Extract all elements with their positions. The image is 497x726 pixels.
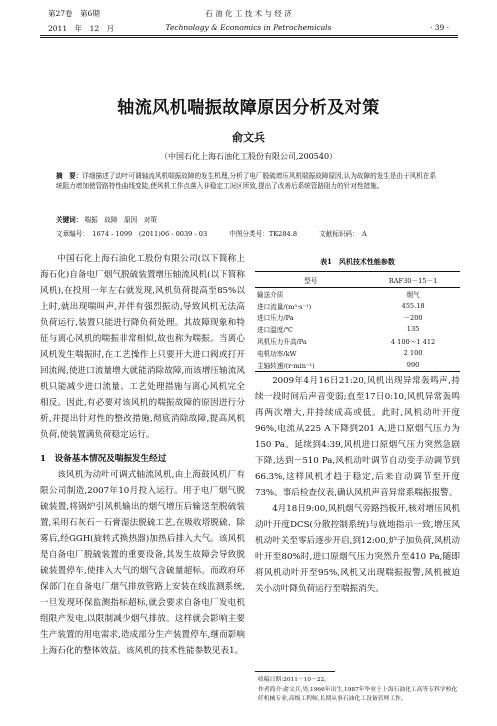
param-value: 135	[406, 325, 420, 334]
left-column	[40, 251, 245, 659]
incident-paragraph-1: 2009年4月16日21:20,风机出现异常轰鸣声,持续一段时间后声音变弱;直至17日0:10,风机异常轰鸣再两次增大,并持续成高或低。此时,风机动叶开度96%,电流从225 A下降到201 A,进口原烟气压力为150 Pa。延续到4:39,风机进口原烟气压力突然急剧下降,达到－510 Pa,风机动叶调节自动变手动调节到66.3%,这样风机才趋于稳定,后来自动调节至开度73%。事后检查仪表,确认风机声音异常系喘振报警。	[255, 376, 460, 498]
keywords-text: 喘振 故障 原因 对策	[84, 216, 158, 224]
param-value: 2 100	[403, 348, 423, 357]
abstract-label: 摘 要：	[56, 172, 83, 180]
param-name: 电机功率/kW	[257, 349, 297, 358]
table-header-value: RAF30－15－1	[366, 272, 460, 288]
received-date: 收稿日期:2011－10－22。	[258, 677, 331, 683]
table-row	[255, 323, 460, 335]
page-number: · 39 ·	[430, 23, 450, 32]
volume-issue: 第27卷 第6期	[48, 9, 100, 18]
param-value: 烟气	[406, 290, 420, 299]
clc-number: 中图分类号：TK284.8	[229, 230, 298, 238]
keywords-label: 关键词：	[56, 216, 83, 224]
article-metadata	[56, 228, 456, 238]
section-heading: 1 设备基本情况及喘振发生经过	[40, 454, 167, 464]
article-number: 文章编号： 1674 - 1099 (2011)06 - 0039 - 03	[56, 230, 208, 238]
journal-name-cn: 石 油 化 工 技 术 与 经 济	[205, 9, 292, 18]
article-author: 俞文兵	[232, 131, 265, 144]
issue-date: 2011 年 12 月	[48, 24, 115, 33]
table-row	[255, 300, 460, 312]
param-value: 990	[366, 359, 460, 371]
param-value: －200	[403, 314, 423, 323]
right-column	[255, 373, 460, 597]
incident-paragraph-2: 4月18日9:00,风机烟气旁路挡板开,核对增压风机动叶开度DCS(分散控制系统)与就地指示一致,增压风机动叶关至零后逐步开启,到12:00,炉子加负荷,风机动叶开至80%时,进口原烟气压力突然升至410 Pa,随即将风机动叶开至95%,风机又出现喘振报警,风机被迫关小动叶降负荷运行至喘振消失。	[255, 504, 460, 594]
table-caption: 表1 风机技术性能参数	[320, 257, 395, 266]
param-name: 进口温度/℃	[257, 326, 293, 335]
param-value: 455.18	[401, 301, 425, 310]
param-name: 进口流量/(m³·s⁻¹)	[257, 302, 312, 311]
header-rule	[40, 35, 458, 36]
abstract	[56, 171, 440, 192]
table-header-row	[255, 272, 460, 288]
table-row	[255, 335, 460, 347]
param-value: 4 100～1 412	[390, 338, 436, 347]
param-name: 进口压力/Pa	[257, 314, 294, 323]
keywords	[56, 214, 440, 224]
table-row	[255, 288, 460, 300]
param-name: 输送介质	[257, 290, 284, 299]
header-rule-thin	[40, 37, 458, 38]
table-header-type: 型号	[255, 272, 366, 288]
table-row	[255, 312, 460, 324]
section-paragraph: 该风机为动叶可调式轴流风机,由上海鼓风机厂有限公司制造,2007年10月投入运行。用于电厂烟气脱硫装置,将锅炉引风机输出的烟气增压后输送至脱硫装置,采用石灰石－石膏湿法脱硫工艺,在吸收塔脱硫、除雾后,经GGH(旋转式换热器)加热后排入大气。该风机是自备电厂脱硫装置的重要设备,其发生故障会导致脱硫装置停车,使排入大气的烟气含硫量超标。而政府环保部门在自备电厂烟气排放管路上安装在线监测系统,一旦发现环保监测指标超标,就会要求自备电厂发电机组限产发电,以限制减少烟气排放。这样就会影响主要生产装置的用电需求,造成部分生产装置停车,继而影响上海石化的整体效益。该风机的技术性能参数见表1。	[40, 470, 245, 656]
parameter-table	[255, 271, 460, 372]
table-row	[255, 359, 460, 371]
journal-name-en: Technology & Economics in Petrochemicals	[165, 23, 332, 32]
param-name: 主轴转速/(r·min⁻¹)	[255, 359, 366, 371]
abstract-text: 详细描述了动叶可调轴流风机喘振故障的发生机理,分析了电厂脱硫增压风机喘振故障原因,认为故障的发生是由于风机在系统阻力增加使管路特性曲线变陡,使风机工作点落入非稳定工况区所致,提出了改善后系统管路阻力的针对性措施。	[56, 172, 437, 191]
author-bio: 作者简介:俞文兵,男,1966年出生,1987年毕业于上海石油化工高等专科学校化纤机械专业,高级工程师,长期从事石油化工设备管理工作。	[258, 686, 458, 703]
footnote-rule	[255, 671, 335, 672]
article-title: 轴流风机喘振故障原因分析及对策	[117, 98, 380, 118]
intro-paragraph: 中国石化上海石油化工股份有限公司(以下简称上海石化)自备电厂烟气脱硫装置增压轴流风机(以下简称风机),在投用一年左右就发现,风机负荷提高至85%以上时,就出现喘叫声,并伴有强烈振动,导致风机无法高负荷运行,装置只能进行降负荷处理。其故障现象和特征与离心风机的喘振非常相似,故也称为喘振。当离心风机发生喘振时,在工艺操作上只要开大进口阀或打开回流阀,使进口流量增大就能消除故障,而该增压轴流风机只能减少进口流量、工艺处理措施与离心风机完全相反。因此,有必要对该风机的喘振故障的原因进行分析,并提出针对性的整改措施,彻底消除故障,提高风机负荷,使装置满负荷稳定运行。	[40, 254, 245, 440]
author-affiliation: （中国石化上海石油化工股份有限公司,200540）	[159, 152, 338, 161]
footnote	[258, 676, 460, 705]
param-name: 风机压力升高/Pa	[257, 338, 307, 347]
table-row	[255, 347, 460, 359]
document-code: 文献标识码： A	[319, 230, 367, 238]
